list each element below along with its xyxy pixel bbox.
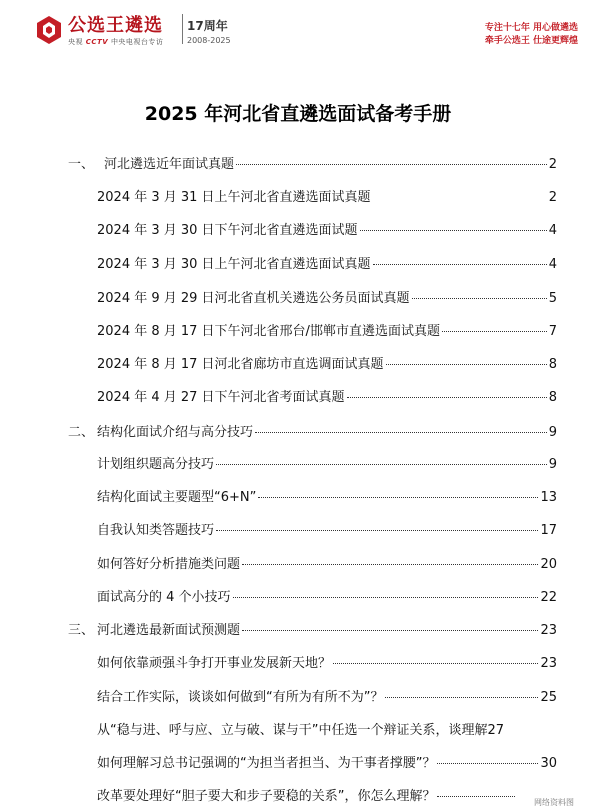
- toc-entry[interactable]: [97, 553, 557, 573]
- toc-entry[interactable]: [97, 320, 557, 340]
- toc-entry[interactable]: [97, 353, 557, 373]
- brand-subtitle: [68, 37, 163, 47]
- anniversary-label: 17周年: [187, 19, 228, 33]
- toc-page: 23: [540, 623, 557, 638]
- brand-divider: [182, 14, 183, 44]
- toc-text: 2024 年 3 月 30 日上午河北省直遴选面试真题: [97, 257, 371, 272]
- toc-text: 从“稳与进、呼与应、立与破、谋与干”中任选一个辩证关系，谈理解: [97, 723, 488, 738]
- toc-leader: [347, 397, 547, 398]
- toc-page: 4: [548, 223, 557, 238]
- brand-logo-icon: [36, 15, 62, 45]
- toc-leader: [258, 497, 538, 498]
- toc-leader: [437, 796, 515, 797]
- toc-entry-section[interactable]: [68, 619, 557, 639]
- toc-text: 河北遴选最新面试预测题: [97, 623, 241, 638]
- toc-leader: [255, 432, 547, 433]
- toc-page: 13: [540, 490, 557, 505]
- toc-page: 7: [548, 324, 557, 339]
- toc-page: 4: [548, 257, 557, 272]
- brand-name: 公选王遴选: [68, 15, 163, 36]
- toc-leader: [233, 597, 539, 598]
- toc-entry[interactable]: [97, 686, 557, 706]
- toc-page: 2: [548, 190, 557, 205]
- watermark-stamp: 网络资料图: [534, 798, 574, 807]
- toc-number: 二、: [68, 425, 95, 440]
- toc-text: 结构化面试主要题型“6+N”: [97, 490, 257, 505]
- toc-page: 23: [540, 656, 557, 671]
- toc-leader: [242, 564, 538, 565]
- toc-text: 2024 年 8 月 17 日下午河北省邢台/邯郸市直遴选面试真题: [97, 324, 440, 339]
- toc-entry-section[interactable]: [68, 421, 557, 441]
- toc-leader: [360, 230, 547, 231]
- toc-entry[interactable]: [97, 785, 517, 805]
- toc-leader: [373, 264, 547, 265]
- slogan-line-1: 专注十七年 用心做遴选: [484, 23, 578, 33]
- toc-text: 2024 年 9 月 29 日河北省直机关遴选公务员面试真题: [97, 291, 410, 306]
- toc-entry[interactable]: [97, 519, 557, 539]
- toc-entry[interactable]: [97, 287, 557, 307]
- toc-text: 2024 年 3 月 31 日上午河北省直遴选面试真题: [97, 190, 371, 205]
- toc-page: 2: [548, 157, 557, 172]
- slogan-line-2: 牵手公选王 仕途更辉煌: [484, 36, 578, 46]
- toc-entry[interactable]: [97, 486, 557, 506]
- toc-page: 5: [548, 291, 557, 306]
- toc-entry[interactable]: [97, 719, 557, 739]
- toc-text: 自我认知类答题技巧: [97, 523, 215, 538]
- toc-number: 一、: [68, 157, 95, 172]
- toc-page: 8: [548, 390, 557, 405]
- toc-text: 结构化面试介绍与高分技巧: [97, 425, 254, 440]
- toc-text: 计划组织题高分技巧: [97, 457, 215, 472]
- toc-leader: [386, 364, 547, 365]
- years-label: 2008-2025: [187, 36, 231, 45]
- toc-leader: [236, 164, 547, 165]
- toc-text: 结合工作实际，谈谈如何做到“有所为有所不为”？: [97, 690, 384, 705]
- toc-leader: [333, 663, 538, 664]
- toc-page: 9: [548, 457, 557, 472]
- toc-page: 9: [548, 425, 557, 440]
- toc-page: 30: [540, 756, 557, 771]
- toc-entry-section[interactable]: [68, 153, 557, 173]
- toc-text: 如何依靠顽强斗争打开事业发展新天地？: [97, 656, 332, 671]
- toc-entry[interactable]: [97, 186, 557, 206]
- toc-number: 三、: [68, 623, 95, 638]
- toc-leader: [385, 697, 538, 698]
- toc-page: 27: [487, 723, 505, 738]
- toc-text: 改革要处理好“胆子要大和步子要稳的关系”，你怎么理解？: [97, 789, 436, 804]
- brand-sub-prefix: 央视: [68, 38, 83, 46]
- brand-sub-suffix: 中央电视台专访: [110, 38, 164, 46]
- cctv-logo: CCTV: [85, 38, 109, 46]
- toc-text: 面试高分的 4 个小技巧: [97, 590, 231, 605]
- toc-entry[interactable]: [97, 586, 557, 606]
- toc-page: 17: [540, 523, 557, 538]
- toc-text: 如何答好分析措施类问题: [97, 557, 241, 572]
- page-header: [0, 0, 596, 52]
- toc-leader: [216, 530, 538, 531]
- toc-text: 2024 年 4 月 27 日下午河北省考面试真题: [97, 390, 345, 405]
- toc-page: 8: [548, 357, 557, 372]
- toc-entry[interactable]: [97, 453, 557, 473]
- toc-leader: [242, 630, 538, 631]
- toc-page: 22: [540, 590, 557, 605]
- toc-leader: [437, 763, 538, 764]
- toc-leader: [412, 298, 547, 299]
- page-title: 2025 年河北省直遴选面试备考手册: [144, 103, 452, 125]
- toc-page: 20: [540, 557, 557, 572]
- toc-entry[interactable]: [97, 219, 557, 239]
- toc-text: 2024 年 8 月 17 日河北省廊坊市直选调面试真题: [97, 357, 384, 372]
- toc-entry[interactable]: [97, 652, 557, 672]
- toc-leader: [373, 197, 547, 198]
- toc-entry[interactable]: [97, 386, 557, 406]
- toc-entry[interactable]: [97, 253, 557, 273]
- toc-entry[interactable]: [97, 752, 557, 772]
- toc-leader: [442, 331, 547, 332]
- toc-page: 25: [540, 690, 557, 705]
- toc-text: 如何理解习总书记强调的“为担当者担当、为干事者撑腰”？: [97, 756, 436, 771]
- toc-leader: [216, 464, 547, 465]
- toc-text: 2024 年 3 月 30 日下午河北省直遴选面试题: [97, 223, 358, 238]
- toc-text: 河北遴选近年面试真题: [104, 157, 235, 172]
